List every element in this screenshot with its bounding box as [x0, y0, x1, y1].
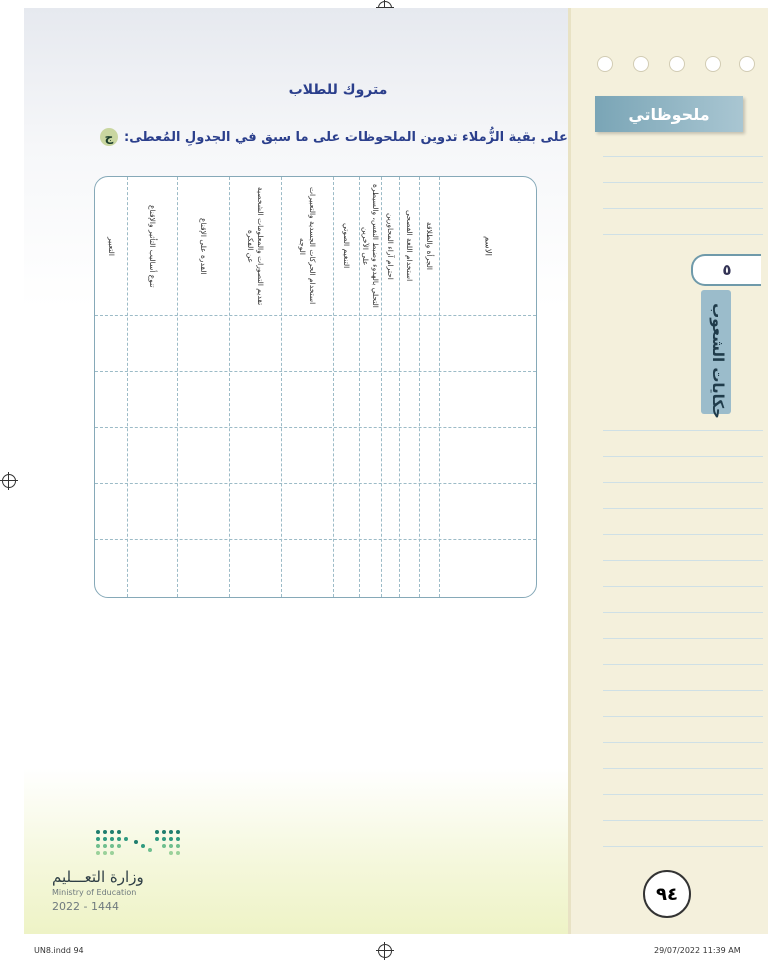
note-line	[603, 690, 763, 691]
note-line	[603, 846, 763, 847]
table-header-cell: تقديم التصورات والمعلومات الشخصية عن الفكرة	[246, 186, 265, 306]
table-header-cell: استخدام اللغة الفصحى	[405, 210, 414, 282]
note-line	[603, 794, 763, 795]
table-header-cell: القدرة على الإقناع	[199, 217, 208, 275]
note-line	[603, 742, 763, 743]
table-header-cell: احترام آراء المحاورين	[386, 212, 395, 280]
note-line	[603, 560, 763, 561]
registration-mark-bottom	[378, 944, 392, 958]
note-line	[603, 716, 763, 717]
table-header-cell: تنوع أساليب التأثير والإقناع	[148, 204, 157, 288]
row-divider	[95, 483, 536, 484]
notes-panel	[568, 8, 768, 934]
print-file-info: UN8.indd 94	[34, 946, 84, 955]
note-line	[603, 430, 763, 431]
note-line	[603, 182, 763, 183]
note-line	[603, 768, 763, 769]
table-header-cell: استخدام الحركات الجسدية والتعبيرات الوجه	[298, 187, 317, 305]
unit-number: ٥	[722, 261, 732, 279]
observation-table	[94, 176, 537, 598]
note-line	[603, 156, 763, 157]
table-header-cell: التعبير	[107, 236, 116, 256]
instruction-marker: ج	[100, 128, 118, 146]
notes-tab	[595, 96, 743, 132]
note-line	[603, 456, 763, 457]
notes-tab-label: ملحوظاتي	[628, 104, 710, 124]
binder-hole	[669, 56, 685, 72]
registration-mark-left	[2, 474, 16, 488]
table-header-cell: التحلي بالهدوء وضبط النفس، والسيطرة على الآخرين	[361, 184, 380, 308]
instruction-text: على بقية الزُّملاء تدوين الملحوظات على ما سبق في الجدولِ المُعطى:	[124, 129, 568, 145]
note-line	[603, 638, 763, 639]
unit-title: حكايات الشعوب	[709, 303, 727, 419]
print-datetime: 29/07/2022 11:39 AM	[654, 946, 741, 955]
table-header-cell: التنغيم الصوتي	[342, 223, 351, 269]
ministry-name-ar: وزارة التعـــليم	[52, 868, 144, 886]
note-line	[603, 664, 763, 665]
ministry-name-en: Ministry of Education	[52, 888, 137, 897]
note-line	[603, 482, 763, 483]
binder-hole	[705, 56, 721, 72]
row-divider	[95, 371, 536, 372]
note-line	[603, 586, 763, 587]
instruction-row	[100, 128, 568, 146]
table-header-cell: الجرأة والطلاقة	[425, 222, 434, 270]
binder-hole	[739, 56, 755, 72]
page-title: متروك للطلاب	[288, 82, 388, 98]
note-line	[603, 234, 763, 235]
table-header-name: الاسم	[482, 236, 493, 256]
unit-number-badge	[691, 254, 761, 286]
binder-hole	[633, 56, 649, 72]
row-divider	[95, 315, 536, 316]
note-line	[603, 508, 763, 509]
binder-hole	[597, 56, 613, 72]
ministry-year: 2022 - 1444	[52, 900, 119, 913]
note-line	[603, 820, 763, 821]
row-divider	[95, 539, 536, 540]
ministry-logo-mark	[96, 826, 184, 860]
row-divider	[95, 427, 536, 428]
note-line	[603, 208, 763, 209]
note-line	[603, 612, 763, 613]
page-number: ٩٤	[643, 870, 691, 918]
note-line	[603, 534, 763, 535]
